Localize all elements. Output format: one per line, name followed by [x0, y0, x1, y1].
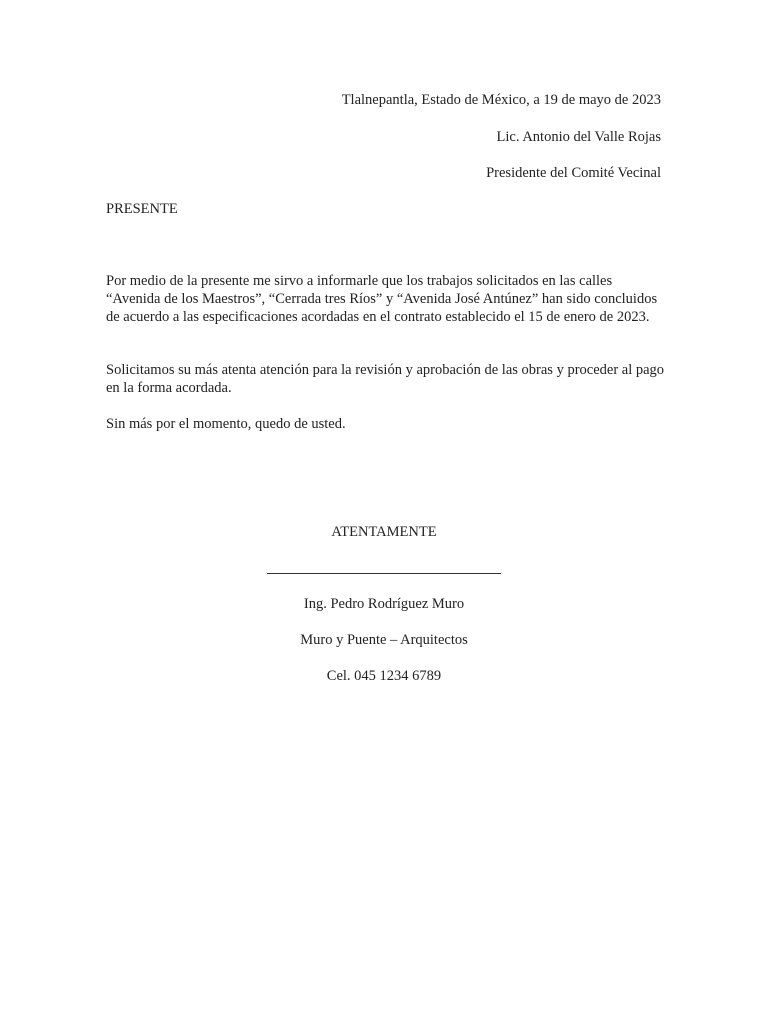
- signature-line: [267, 573, 501, 574]
- signer-name: Ing. Pedro Rodríguez Muro: [303, 596, 465, 612]
- body-paragraph-1: Por medio de la presente me sirvo a informarle que los trabajos solicitados en las calles “Avenida de los Maestros”, “Cerrada tres Ríos” y “Avenida José Antúnez” han sido concluidos de acuerdo a las especificaciones acordadas en el contrato establecido el 15 de enero de 2023.: [106, 273, 658, 325]
- body-paragraph-2: Solicitamos su más atenta atención para la revisión y aprobación de las obras y proceder al pago en la forma acordada.: [106, 362, 665, 396]
- recipient-name: Lic. Antonio del Valle Rojas: [496, 129, 661, 145]
- signer-company: Muro y Puente – Arquitectos: [300, 632, 468, 648]
- recipient-title: Presidente del Comité Vecinal: [486, 165, 661, 181]
- closing-line: Sin más por el momento, quedo de usted.: [106, 416, 346, 432]
- place-date: Tlalnepantla, Estado de México, a 19 de mayo de 2023: [341, 92, 661, 108]
- salutation: PRESENTE: [106, 201, 178, 217]
- closing-salutation: ATENTAMENTE: [331, 524, 437, 540]
- signer-phone: Cel. 045 1234 6789: [326, 668, 442, 684]
